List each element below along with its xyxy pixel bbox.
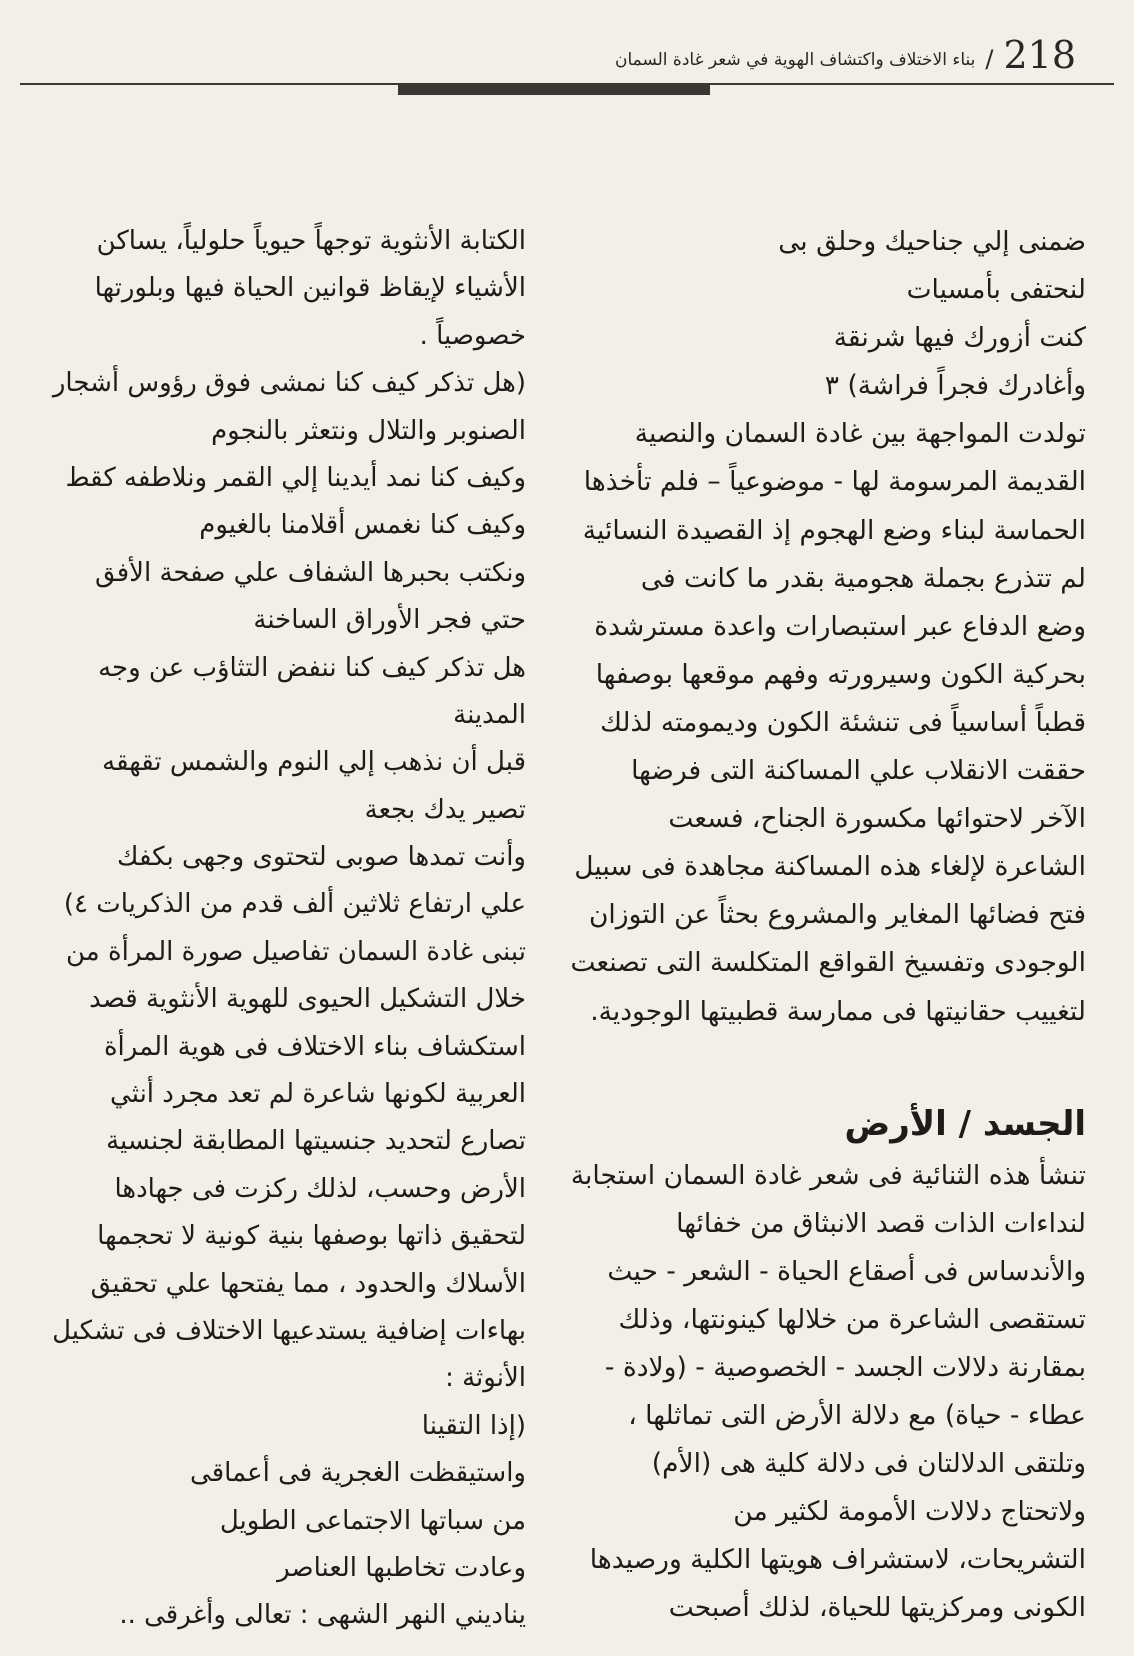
text-line: تبنى غادة السمان تفاصيل صورة المرأة من: [66, 936, 526, 967]
text-line: الصنوبر والتلال ونتعثر بالنجوم: [211, 415, 526, 446]
text-line: وعادت تخاطبها العناصر: [277, 1552, 526, 1583]
text-line: المدينة: [453, 699, 526, 730]
text-line: عطاء - حياة) مع دلالة الأرض التى تماثلها ،: [628, 1400, 1086, 1432]
text-line: لم تتذرع بجملة هجومية بقدر ما كانت فى: [640, 562, 1086, 594]
text-line: بحركية الكون وسيرورته وفهم موقعها بوصفها: [595, 658, 1086, 690]
text-line: (هل تذكر كيف كنا نمشى فوق رؤوس أشجار: [52, 368, 526, 399]
text-line: (إذا التقينا: [421, 1410, 526, 1441]
text-line: قطباً أساسياً فى تنشئة الكون وديمومته لذلك: [600, 706, 1086, 738]
text-line: ولاتحتاج دلالات الأمومة لكثير من: [733, 1496, 1086, 1528]
text-line: واستيقظت الغجرية فى أعماقى: [190, 1458, 526, 1489]
text-line: علي ارتفاع ثلاثين ألف قدم من الذكريات ٤): [63, 889, 526, 920]
text-line: قبل أن نذهب إلي النوم والشمس تقهقه: [102, 747, 526, 778]
text-line: لتغييب حقانيتها فى ممارسة قطبيتها الوجودية.: [590, 995, 1086, 1027]
paragraph: [570, 1152, 1086, 1633]
running-title: بناء الاختلاف واكتشاف الهوية في شعر غادة السمان: [614, 50, 976, 70]
text-line: وكيف كنا نمد أيدينا إلي القمر ونلاطفه كقط: [65, 462, 526, 493]
text-line: بمقارنة دلالات الجسد - الخصوصية - (ولادة -: [604, 1351, 1086, 1383]
left-column: [6, 218, 526, 1640]
text-line: الكتابة الأنثوية توجهاً حيوياً حلولياً، يساكن: [96, 226, 526, 256]
text-line: لنحتفى بأمسيات: [906, 274, 1086, 306]
text-line: الوجودى وتفسيخ القواقع المتكلسة التى تصنعت: [570, 947, 1086, 979]
text-line: تنشأ هذه الثنائية فى شعر غادة السمان استجابة: [570, 1159, 1086, 1191]
text-line: الأنوثة :: [445, 1363, 526, 1394]
text-line: تصارع لتحديد جنسيتها المطابقة لجنسية: [106, 1126, 526, 1157]
text-line: خصوصياً .: [419, 320, 526, 351]
text-block: [6, 218, 526, 1640]
text-line: والأندساس فى أصقاع الحياة - الشعر - حيث: [607, 1255, 1086, 1287]
text-line: ونكتب بحبرها الشفاف علي صفحة الأفق: [95, 557, 526, 588]
text-line: الكونى ومركزيتها للحياة، لذلك أصبحت: [668, 1592, 1086, 1624]
text-line: وأنت تمدها صوبى لتحتوى وجهى بكفك: [117, 842, 526, 873]
text-line: الأشياء لإيقاظ قوانين الحياة فيها وبلورتها: [94, 273, 526, 304]
text-line: تولدت المواجهة بين غادة السمان والنصية: [634, 418, 1086, 450]
text-line: تصير يدك بجعة: [364, 794, 526, 825]
text-line: بهاءات إضافية يستدعيها الاختلاف فى تشكيل: [52, 1315, 526, 1346]
text-line: التشريحات، لاستشراف هويتها الكلية ورصيدها: [589, 1544, 1086, 1576]
text-line: يناديني النهر الشهى : تعالى وأغرقى ..: [119, 1600, 526, 1631]
running-header: [20, 30, 1076, 75]
text-line: ضمنى إلي جناحيك وحلق بى: [778, 226, 1086, 257]
text-line: وضع الدفاع عبر استبصارات واعدة مسترشدة: [594, 610, 1086, 642]
text-line: الحماسة لبناء وضع الهجوم إذ القصيدة النسائية: [582, 514, 1086, 546]
header-separator: /: [985, 45, 994, 73]
spacer: [581, 1036, 1086, 1100]
text-line: كنت أزورك فيها شرنقة: [833, 322, 1086, 354]
page-number: 218: [1003, 33, 1076, 77]
text-line: لتحقيق ذاتها بوصفها بنية كونية لا تحجمها: [97, 1221, 526, 1252]
text-line: تستقصى الشاعرة من خلالها كينونتها، وذلك: [618, 1303, 1086, 1335]
text-line: وتلتقى الدلالتان فى دلالة كلية هى (الأم): [651, 1448, 1086, 1480]
header-rule-bar: [398, 84, 710, 95]
text-line: من سباتها الاجتماعى الطويل: [219, 1505, 526, 1536]
text-line: استكشاف بناء الاختلاف فى هوية المرأة: [103, 1031, 526, 1062]
text-line: خلال التشكيل الحيوى للهوية الأنثوية قصد: [89, 984, 526, 1015]
text-line: القديمة المرسومة لها - موضوعياً – فلم تأخذها: [583, 466, 1086, 498]
paragraph: [570, 410, 1086, 1035]
poem-stanza: [581, 218, 1086, 410]
text-line: الأسلاك والحدود ، مما يفتحها علي تحقيق: [90, 1268, 526, 1299]
section-heading: الجسد / الأرض: [844, 1103, 1086, 1144]
text-line: وأغادرك فجراً فراشة) ٣: [824, 370, 1086, 402]
text-line: حققت الانقلاب علي المساكنة التى فرضها: [631, 755, 1086, 787]
text-line: الأرض وحسب، لذلك ركزت فى جهادها: [114, 1173, 526, 1204]
text-line: وكيف كنا نغمس أقلامنا بالغيوم: [199, 510, 526, 541]
text-line: الآخر لاحتوائها مكسورة الجناح، فسعت: [668, 803, 1086, 835]
text-line: حتي فجر الأوراق الساخنة: [253, 605, 526, 636]
text-line: العربية لكونها شاعرة لم تعد مجرد أنثي: [110, 1079, 526, 1110]
right-column: [570, 218, 1086, 1633]
text-line: لنداءات الذات قصد الانبثاق من خفائها: [676, 1207, 1086, 1239]
text-line: الشاعرة لإلغاء هذه المساكنة مجاهدة فى سبيل: [574, 851, 1086, 883]
text-line: فتح فضائها المغاير والمشروع بحثاً عن التوزان: [588, 899, 1086, 931]
text-line: هل تذكر كيف كنا ننفض التثاؤب عن وجه: [98, 652, 526, 683]
